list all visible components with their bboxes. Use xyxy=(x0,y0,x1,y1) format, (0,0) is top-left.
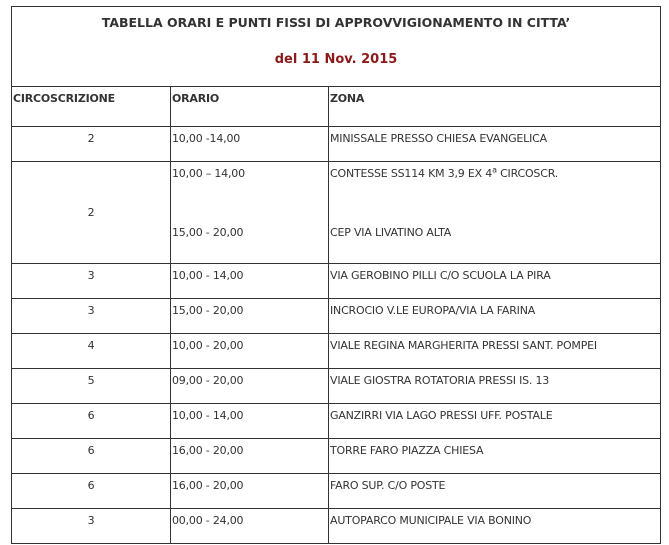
table-row xyxy=(12,299,661,334)
cell-circoscrizione: 3 xyxy=(12,299,171,334)
cell-orario: 15,00 - 20,00 xyxy=(172,226,244,239)
table-row xyxy=(12,264,661,299)
cell-zona: VIALE GIOSTRA ROTATORIA PRESSI IS. 13 xyxy=(329,369,661,404)
cell-orario: 10,00 – 14,00 xyxy=(172,167,245,180)
cell-orario: 10,00 - 14,00 xyxy=(171,404,329,439)
cell-orario: 15,00 - 20,00 xyxy=(171,299,329,334)
cell-zona-tail: CIRCOSCR. xyxy=(496,167,559,180)
cell-zona: VIA GEROBINO PILLI C/O SCUOLA LA PIRA xyxy=(329,264,661,299)
header-row xyxy=(12,87,661,127)
header-orario: ORARIO xyxy=(171,87,329,127)
cell-circoscrizione: 2 xyxy=(12,127,171,162)
table-row xyxy=(12,334,661,369)
cell-orario: 10,00 - 14,00 xyxy=(171,264,329,299)
cell-orario: 09,00 - 20,00 xyxy=(171,369,329,404)
cell-zona: INCROCIO V.LE EUROPA/VIA LA FARINA xyxy=(329,299,661,334)
table-row xyxy=(12,439,661,474)
cell-zona xyxy=(330,167,660,180)
table-row xyxy=(12,474,661,509)
cell-orario: 00,00 - 24,00 xyxy=(171,509,329,544)
cell-zona-text: CONTESSE SS114 KM 3,9 EX 4 xyxy=(330,167,493,180)
title-row xyxy=(12,7,661,87)
title-cell xyxy=(12,7,661,87)
schedule-table xyxy=(11,6,661,544)
table-row xyxy=(12,509,661,544)
cell-zona: VIALE REGINA MARGHERITA PRESSI SANT. POMPEI xyxy=(329,334,661,369)
table-row xyxy=(12,127,661,162)
cell-zona: FARO SUP. C/O POSTE xyxy=(329,474,661,509)
cell-circoscrizione: 6 xyxy=(12,404,171,439)
cell-circoscrizione: 3 xyxy=(12,509,171,544)
cell-zona: TORRE FARO PIAZZA CHIESA xyxy=(329,439,661,474)
schedule-document xyxy=(11,6,660,544)
cell-spacer xyxy=(330,180,660,226)
cell-zona: CEP VIA LIVATINO ALTA xyxy=(330,226,452,239)
cell-circoscrizione: 6 xyxy=(12,439,171,474)
cell-circoscrizione: 3 xyxy=(12,264,171,299)
document-title: TABELLA ORARI E PUNTI FISSI DI APPROVVIGIONAMENTO IN CITTA’ xyxy=(101,15,571,30)
document-date: del 11 Nov. 2015 xyxy=(274,52,398,67)
table-row xyxy=(12,404,661,439)
table-row xyxy=(12,162,661,264)
cell-orario: 16,00 - 20,00 xyxy=(171,439,329,474)
cell-zona: MINISSALE PRESSO CHIESA EVANGELICA xyxy=(329,127,661,162)
cell-circoscrizione: 5 xyxy=(12,369,171,404)
header-zona: ZONA xyxy=(329,87,661,127)
cell-circoscrizione: 2 xyxy=(12,162,171,264)
cell-orario: 10,00 - 20,00 xyxy=(171,334,329,369)
cell-orario-group xyxy=(171,162,329,264)
cell-spacer xyxy=(172,180,328,226)
cell-orario: 16,00 - 20,00 xyxy=(171,474,329,509)
cell-zona-group xyxy=(329,162,661,264)
cell-zona-superscript: a xyxy=(492,165,497,175)
cell-zona: AUTOPARCO MUNICIPALE VIA BONINO xyxy=(329,509,661,544)
cell-circoscrizione: 4 xyxy=(12,334,171,369)
table-row xyxy=(12,369,661,404)
cell-zona: GANZIRRI VIA LAGO PRESSI UFF. POSTALE xyxy=(329,404,661,439)
header-circoscrizione: CIRCOSCRIZIONE xyxy=(12,87,171,127)
cell-circoscrizione: 6 xyxy=(12,474,171,509)
cell-orario: 10,00 -14,00 xyxy=(171,127,329,162)
